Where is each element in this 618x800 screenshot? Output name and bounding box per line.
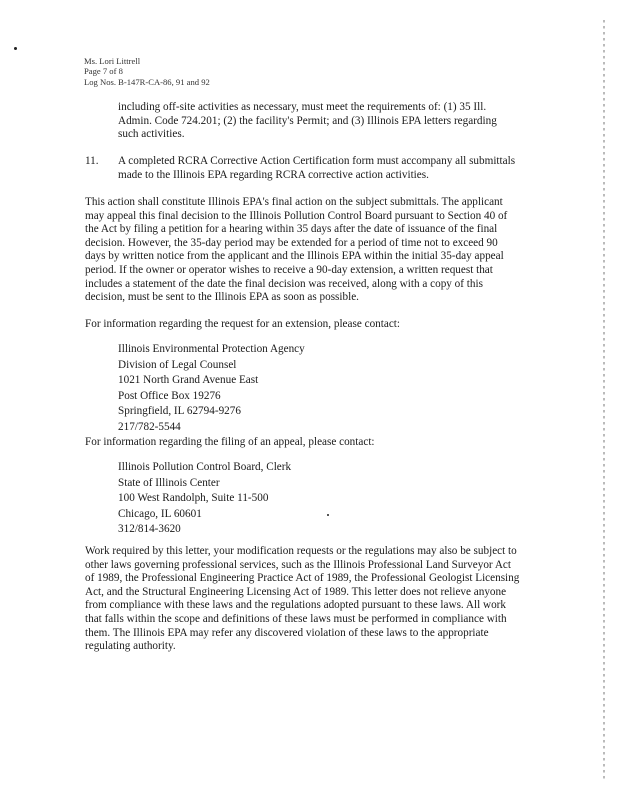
appeal-intro: For information regarding the filing of an appeal, please contact: — [85, 436, 375, 448]
extension-contact-address — [118, 342, 305, 436]
text-line: This action shall constitute Illinois EPA's final action on the subject submittals. The applicant — [85, 196, 503, 208]
log-numbers: Log Nos. B-147R-CA-86, 91 and 92 — [84, 76, 210, 87]
text-line: such activities. — [118, 128, 185, 141]
text-line: Act, and the Structural Engineering Licensing Act of 1989. This letter does not relieve anyone — [85, 585, 507, 598]
text-line: includes a statement of the date the final decision was received, along with a copy of this — [85, 277, 483, 290]
address-line: Post Office Box 19276 — [118, 389, 221, 402]
scan-edge-artifact — [603, 20, 605, 780]
text-line: Work required by this letter, your modification requests or the regulations may also be subject to — [85, 545, 517, 557]
extension-intro: For information regarding the request for an extension, please contact: — [85, 318, 401, 330]
item-number: 11. — [85, 155, 99, 167]
address-line: Division of Legal Counsel — [118, 358, 237, 371]
address-line: 1021 North Grand Avenue East — [118, 374, 259, 387]
appeal-contact-address — [118, 460, 291, 538]
address-line: Illinois Pollution Control Board, Clerk — [118, 461, 292, 473]
letter-header — [84, 56, 210, 87]
continued-item-text — [118, 101, 520, 142]
text-line: made to the Illinois EPA regarding RCRA corrective action activities. — [118, 168, 429, 181]
text-line: days by written notice from the applicant and the Illinois EPA within the initial 35-day appeal — [85, 250, 504, 263]
text-line: regulating authority. — [85, 640, 176, 653]
text-line: of 1989, the Professional Engineering Practice Act of 1989, the Professional Geologist Licensing — [85, 572, 520, 585]
closing-paragraph — [85, 545, 537, 654]
text-line: may appeal this final decision to the Illinois Pollution Control Board pursuant to Section 40 of — [85, 209, 508, 222]
text-line: from compliance with these laws and the regulations adopted pursuant to these laws. All work — [85, 599, 506, 612]
address-line: Chicago, IL 60601 — [118, 507, 202, 520]
address-line: 100 West Randolph, Suite 11-500 — [118, 492, 269, 505]
text-line: the Act by filing a petition for a hearing within 35 days after the date of issuance of the final — [85, 223, 498, 236]
text-line: period. If the owner or operator wishes to receive a 90-day extension, a written request that — [85, 263, 493, 276]
scan-speck — [327, 514, 329, 516]
page-number: Page 7 of 8 — [84, 66, 123, 77]
text-line: decision. However, the 35-day period may be extended for a period of time not to exceed 90 — [85, 236, 498, 249]
text-line: other laws governing professional services, such as the Illinois Professional Land Surveyor Act — [85, 558, 511, 571]
phone-number: 312/814-3620 — [118, 523, 181, 536]
text-line: them. The Illinois EPA may refer any discovered violation of these laws to the appropriate — [85, 626, 489, 639]
phone-number: 217/782-5544 — [118, 420, 181, 433]
address-line: State of Illinois Center — [118, 476, 220, 489]
final-action-paragraph — [85, 196, 537, 305]
text-line: A completed RCRA Corrective Action Certification form must accompany all submittals — [118, 155, 516, 167]
text-line: including off-site activities as necessary, must meet the requirements of: (1) 35 Ill. — [118, 101, 487, 113]
text-line: Admin. Code 724.201; (2) the facility's Permit; and (3) Illinois EPA letters regarding — [118, 114, 497, 127]
text-line: decision, must be sent to the Illinois EPA as soon as possible. — [85, 291, 359, 304]
item-text — [118, 155, 520, 182]
recipient-name: Ms. Lori Littrell — [84, 56, 141, 66]
address-line: Illinois Environmental Protection Agency — [118, 343, 305, 355]
address-line: Springfield, IL 62794-9276 — [118, 405, 241, 418]
scan-speck — [14, 47, 17, 50]
text-line: that falls within the scope and definitions of these laws must be performed in compliance with — [85, 612, 507, 625]
